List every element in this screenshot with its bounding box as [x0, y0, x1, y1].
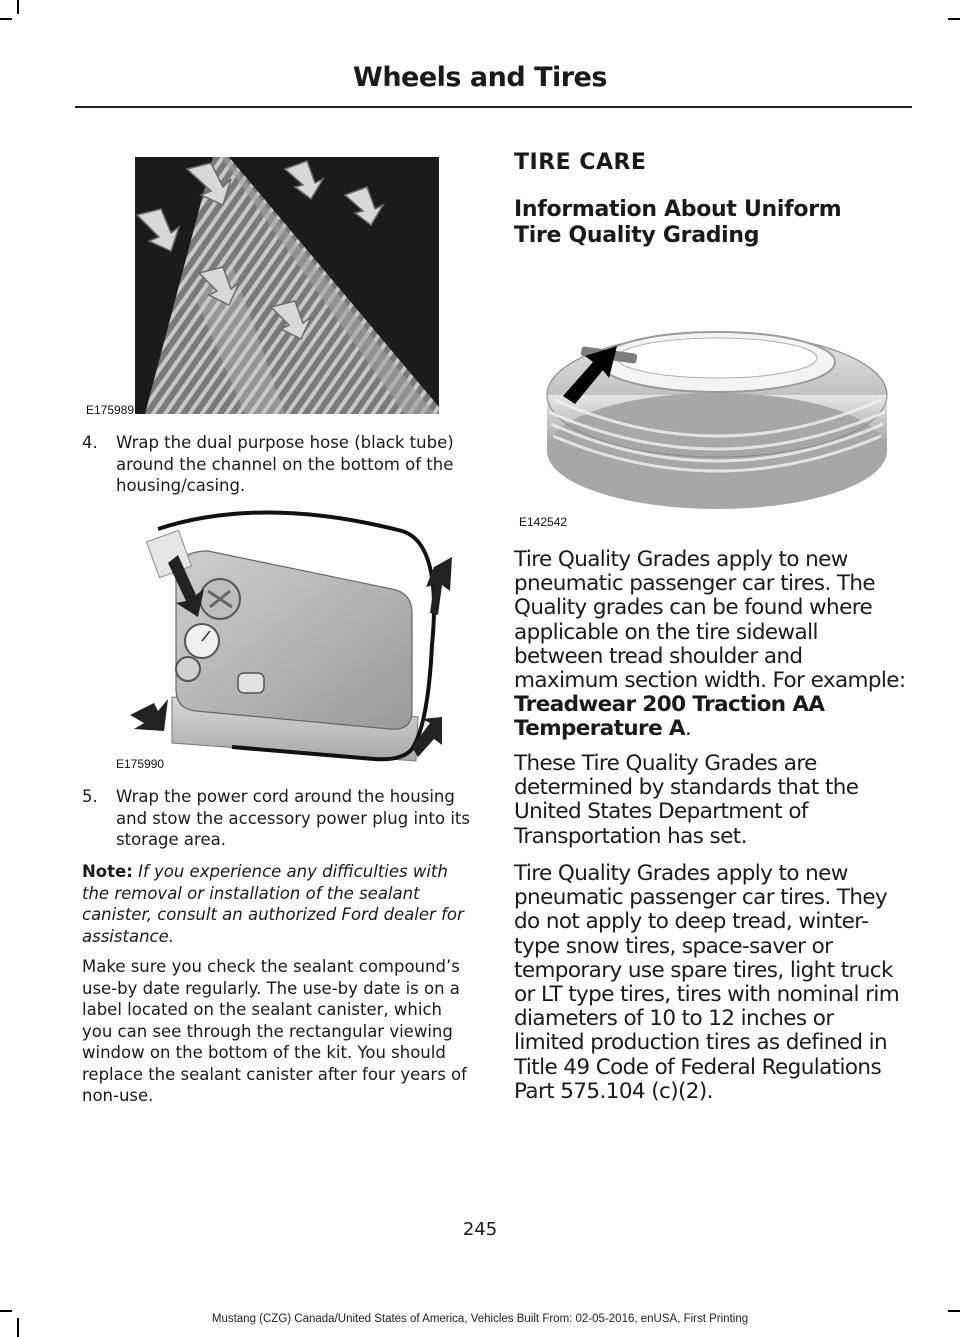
uniform-grading-paragraph-3: Tire Quality Grades apply to new pneumatic passenger car tires. They do not apply to deep tread, winter-type snow tires, space-saver or temporary use spare tires, light truck or LT type tires, tires with nominal rim diameters of 10 to 12 inches or limited production tires as defined in Title 49 Code of Federal Regulations Part 575.104 (c)(2). [514, 861, 900, 1104]
crop-mark-bottom-right [948, 1310, 960, 1312]
hose-channel-illustration [135, 157, 439, 414]
grading-example: Treadwear 200 Traction AA Temperature A [514, 692, 825, 742]
crop-mark-top-right [948, 18, 960, 20]
subsection-heading: Information About Uniform Tire Quality Grading [514, 197, 842, 248]
page-footer: Mustang (CZG) Canada/United States of America, Vehicles Built From: 02-05-2016, enUSA, First Printing [211, 1313, 749, 1325]
step-text: Wrap the power cord around the housing and stow the accessory power plug into its storage area. [116, 787, 470, 849]
paragraph-text: Tire Quality Grades apply to new pneumatic passenger car tires. The Quality grades can be found where applicable on the tire sidewall between tread shoulder and maximum section width. For example: [514, 547, 906, 694]
sealant-paragraph: Make sure you check the sealant compound’s use-by date regularly. The use-by date is on a label located on the sealant canister, which you can see through the rectangular viewing window on the bottom of the kit. You should replace the sealant canister after four years of non-use. [82, 957, 467, 1105]
step-number: 5. [82, 787, 98, 806]
figure-compressor-kit [112, 505, 472, 773]
figure-hose-channel [135, 157, 439, 414]
step-4 [82, 432, 474, 497]
uniform-grading-paragraph-2: These Tire Quality Grades are determined by standards that the United States Department of Transportation has set. [514, 751, 859, 849]
compressor-kit-illustration [112, 505, 472, 773]
step-5 [82, 786, 474, 851]
figure-tire [545, 300, 890, 510]
step-text: Wrap the dual purpose hose (black tube) around the channel on the bottom of the housing/casing. [116, 433, 454, 495]
step-number: 4. [82, 433, 98, 452]
figure-id-1: E175989 [86, 403, 135, 417]
paragraph-end: . [684, 716, 692, 742]
note-label: Note: [82, 862, 133, 881]
page-title: Wheels and Tires [353, 62, 607, 93]
uniform-grading-paragraph-1 [514, 548, 909, 742]
header-divider [75, 106, 912, 108]
crop-mark-top-left [0, 18, 12, 20]
page-number: 245 [462, 1219, 498, 1240]
figure-id-3: E142542 [519, 515, 568, 529]
note [82, 861, 474, 947]
section-heading: TIRE CARE [514, 150, 647, 175]
tire-illustration [545, 300, 890, 510]
crop-mark-bottom-left [0, 1310, 12, 1312]
figure-id-2: E175990 [116, 757, 165, 771]
crop-mark-top-left-v [17, 0, 19, 14]
note-text: If you experience any difficulties with the removal or installation of the sealant canister, consult an authorized Ford dealer for assistance. [82, 862, 464, 946]
